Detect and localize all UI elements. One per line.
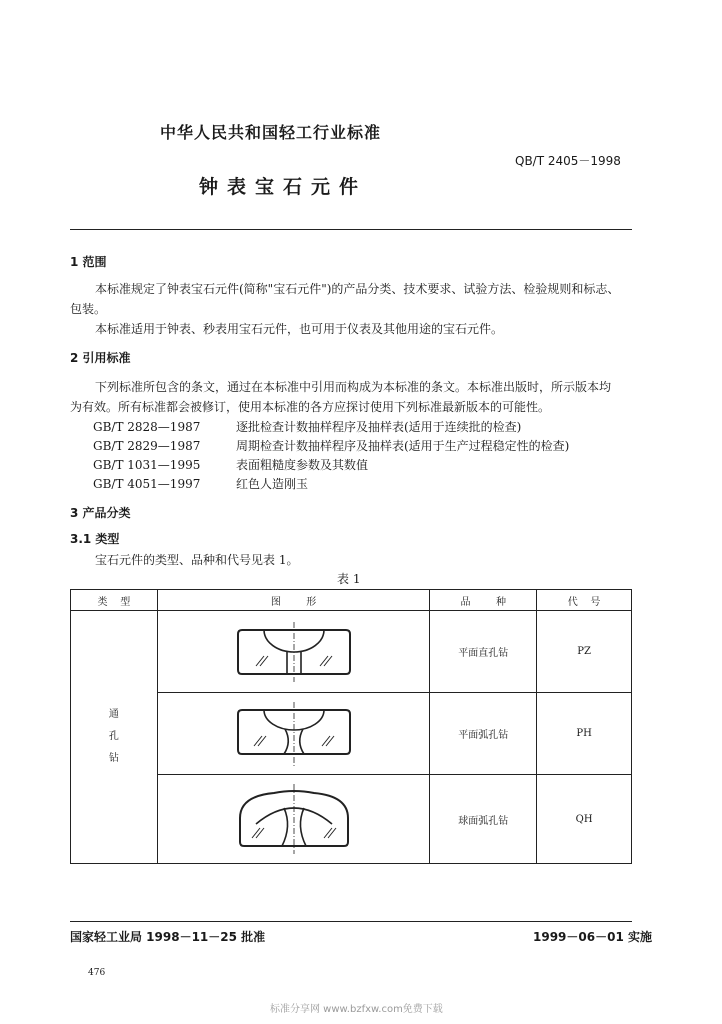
standard-number: QB/T 2405－1998 <box>515 154 621 168</box>
code-cell: PH <box>537 693 632 775</box>
code-cell: PZ <box>537 611 632 693</box>
approval-line: 国家轻工业局 1998－11－25 批准 <box>70 930 266 944</box>
issuing-organization: 中华人民共和国轻工行业标准 <box>160 123 382 142</box>
document-title: 钟表宝石元件 <box>199 176 368 198</box>
type-cell <box>71 611 158 864</box>
section-1-paragraph-2: 本标准适用于钟表、秒表用宝石元件，也可用于仪表及其他用途的宝石元件。 <box>95 322 504 336</box>
header-divider <box>70 229 632 230</box>
variety-cell: 平面弧孔钻 <box>430 693 537 775</box>
figure-cell <box>157 611 430 693</box>
section-1-heading: 1 范围 <box>70 255 107 269</box>
flat-arc-hole-jewel-figure <box>234 702 354 766</box>
reference-title: 红色人造刚玉 <box>236 477 309 491</box>
column-header-type: 类 型 <box>71 590 158 611</box>
section-1-paragraph-1: 本标准规定了钟表宝石元件(简称"宝石元件")的产品分类、技术要求、试验方法、检验规则和标志、 <box>95 282 620 296</box>
figure-cell <box>157 775 430 864</box>
section-1-paragraph-1-cont: 包装。 <box>70 302 107 316</box>
flat-straight-hole-jewel-figure <box>234 622 354 682</box>
figure-cell <box>157 693 430 775</box>
section-3-1-heading: 3.1 类型 <box>70 532 120 546</box>
type-char: 通 <box>108 709 119 720</box>
spherical-arc-hole-jewel-figure <box>234 784 354 854</box>
footer-divider <box>70 921 632 922</box>
section-2-heading: 2 引用标准 <box>70 351 131 365</box>
reference-title: 周期检查计数抽样程序及抽样表(适用于生产过程稳定性的检查) <box>236 439 570 453</box>
section-3-heading: 3 产品分类 <box>70 506 131 520</box>
implementation-date: 1999－06－01 实施 <box>533 930 652 944</box>
section-2-paragraph-cont: 为有效。所有标准都会被修订，使用本标准的各方应探讨使用下列标准最新版本的可能性。 <box>70 400 551 414</box>
column-header-variety: 品 种 <box>430 590 537 611</box>
watermark-text: 标准分享网 www.bzfxw.com免费下载 <box>270 1004 443 1015</box>
reference-item <box>93 418 521 435</box>
code-cell: QH <box>537 775 632 864</box>
column-header-figure: 图 形 <box>157 590 430 611</box>
reference-item <box>93 437 569 454</box>
type-char: 钻 <box>108 753 119 764</box>
table-1 <box>70 589 632 864</box>
reference-item <box>93 456 368 473</box>
type-char: 孔 <box>108 731 119 742</box>
reference-code: GB/T 2828—1987 <box>93 420 201 434</box>
reference-code: GB/T 4051—1997 <box>93 477 201 491</box>
column-header-code: 代 号 <box>537 590 632 611</box>
table-header-row <box>71 590 632 611</box>
section-2-paragraph: 下列标准所包含的条文，通过在本标准中引用而构成为本标准的条文。本标准出版时，所示版本均 <box>95 380 612 394</box>
table-row <box>71 611 632 693</box>
variety-cell: 球面弧孔钻 <box>430 775 537 864</box>
reference-title: 逐批检查计数抽样程序及抽样表(适用于连续批的检查) <box>236 420 522 434</box>
table-caption: 表 1 <box>337 572 361 586</box>
reference-item <box>93 475 308 492</box>
section-3-1-paragraph: 宝石元件的类型、品种和代号见表 1。 <box>95 553 299 567</box>
reference-code: GB/T 2829—1987 <box>93 439 201 453</box>
reference-title: 表面粗糙度参数及其数值 <box>236 458 369 472</box>
variety-cell: 平面直孔钻 <box>430 611 537 693</box>
page-number: 476 <box>88 968 106 978</box>
reference-code: GB/T 1031—1995 <box>93 458 201 472</box>
